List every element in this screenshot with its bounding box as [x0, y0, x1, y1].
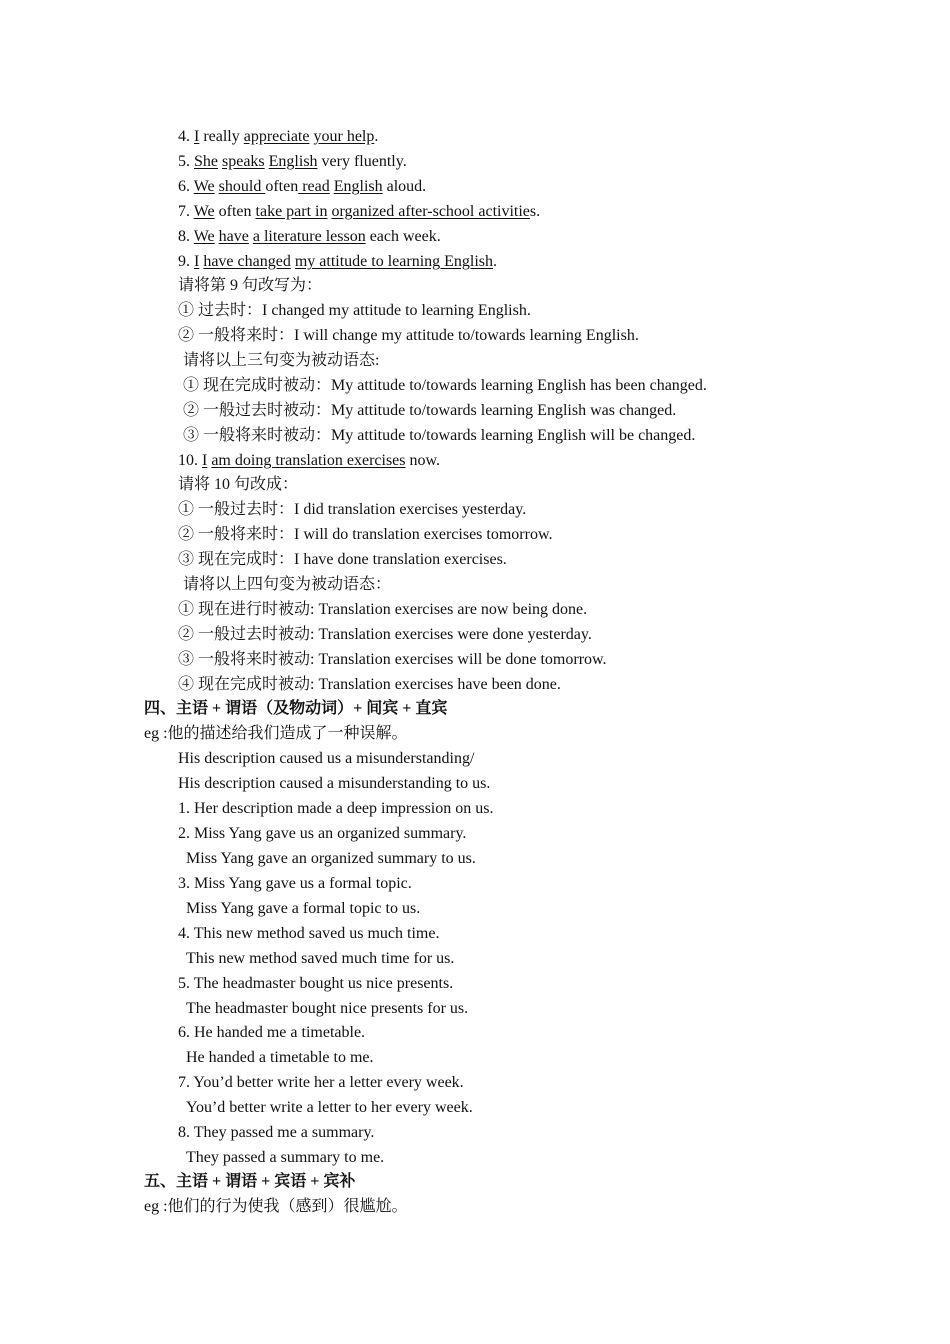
- list-item: 5. The headmaster bought us nice presents.: [178, 975, 454, 992]
- list-item: You’d better write a letter to her every week.: [186, 1099, 473, 1116]
- passive-10-progressive: ① 现在进行时被动: Translation exercises are now being done.: [178, 601, 588, 618]
- rewrite-10-future: ② 一般将来时：I will do translation exercises tomorrow.: [178, 526, 553, 543]
- passive-10-perfect: ④ 现在完成时被动: Translation exercises have been done.: [178, 676, 561, 693]
- passive-10-past: ② 一般过去时被动: Translation exercises were done yesterday.: [178, 626, 592, 643]
- rewrite-9-past: ① 过去时：I changed my attitude to learning English.: [178, 302, 531, 319]
- sentence-7: 7. We often take part in organized after-school activities.: [178, 203, 541, 220]
- list-item: This new method saved much time for us.: [186, 950, 455, 967]
- list-item: 8. They passed me a summary.: [178, 1124, 375, 1141]
- passive-prompt-10: 请将以上四句变为被动语态：: [183, 576, 392, 593]
- passive-9-perfect: ① 现在完成时被动：My attitude to/towards learning English has been changed.: [183, 377, 707, 394]
- sentence-6: 6. We should often read English aloud.: [178, 178, 427, 195]
- section-5-example: eg :他们的行为使我（感到）很尴尬。: [144, 1198, 408, 1215]
- sentence-8: 8. We have a literature lesson each week.: [178, 228, 441, 245]
- passive-prompt-9: 请将以上三句变为被动语态:: [183, 352, 380, 369]
- section-4-example-en-2: His description caused a misunderstanding to us.: [178, 775, 491, 792]
- section-5-heading: 五、主语 + 谓语 + 宾语 + 宾补: [144, 1173, 356, 1190]
- section-4-example: eg :他的描述给我们造成了一种误解。: [144, 725, 408, 742]
- sentence-5: 5. She speaks English very fluently.: [178, 153, 407, 170]
- list-item: The headmaster bought nice presents for us.: [186, 1000, 469, 1017]
- list-item: 6. He handed me a timetable.: [178, 1024, 366, 1041]
- passive-9-past: ② 一般过去时被动：My attitude to/towards learning English was changed.: [183, 402, 677, 419]
- section-4-example-en-1: His description caused us a misunderstanding/: [178, 750, 475, 767]
- sentence-4: 4. I really appreciate your help.: [178, 128, 379, 145]
- sentence-9: 9. I have changed my attitude to learning English.: [178, 253, 498, 270]
- rewrite-prompt-9: 请将第 9 句改写为：: [178, 277, 323, 294]
- passive-10-future: ③ 一般将来时被动: Translation exercises will be done tomorrow.: [178, 651, 607, 668]
- rewrite-10-perfect: ③ 现在完成时：I have done translation exercises.: [178, 551, 507, 568]
- list-item: 3. Miss Yang gave us a formal topic.: [178, 875, 412, 892]
- list-item: Miss Yang gave a formal topic to us.: [186, 900, 421, 917]
- rewrite-prompt-10: 请将 10 句改成：: [178, 476, 299, 493]
- rewrite-9-future: ② 一般将来时：I will change my attitude to/towards learning English.: [178, 327, 639, 344]
- list-item: 1. Her description made a deep impression on us.: [178, 800, 494, 817]
- sentence-10: 10. I am doing translation exercises now.: [178, 452, 441, 469]
- list-item: They passed a summary to me.: [186, 1149, 385, 1166]
- list-item: Miss Yang gave an organized summary to us.: [186, 850, 476, 867]
- passive-9-future: ③ 一般将来时被动：My attitude to/towards learning English will be changed.: [183, 427, 696, 444]
- list-item: He handed a timetable to me.: [186, 1049, 374, 1066]
- rewrite-10-past: ① 一般过去时：I did translation exercises yesterday.: [178, 501, 527, 518]
- list-item: 7. You’d better write her a letter every week.: [178, 1074, 464, 1091]
- list-item: 4. This new method saved us much time.: [178, 925, 440, 942]
- list-item: 2. Miss Yang gave us an organized summary.: [178, 825, 467, 842]
- section-4-heading: 四、主语 + 谓语（及物动词）+ 间宾 + 直宾: [144, 700, 448, 717]
